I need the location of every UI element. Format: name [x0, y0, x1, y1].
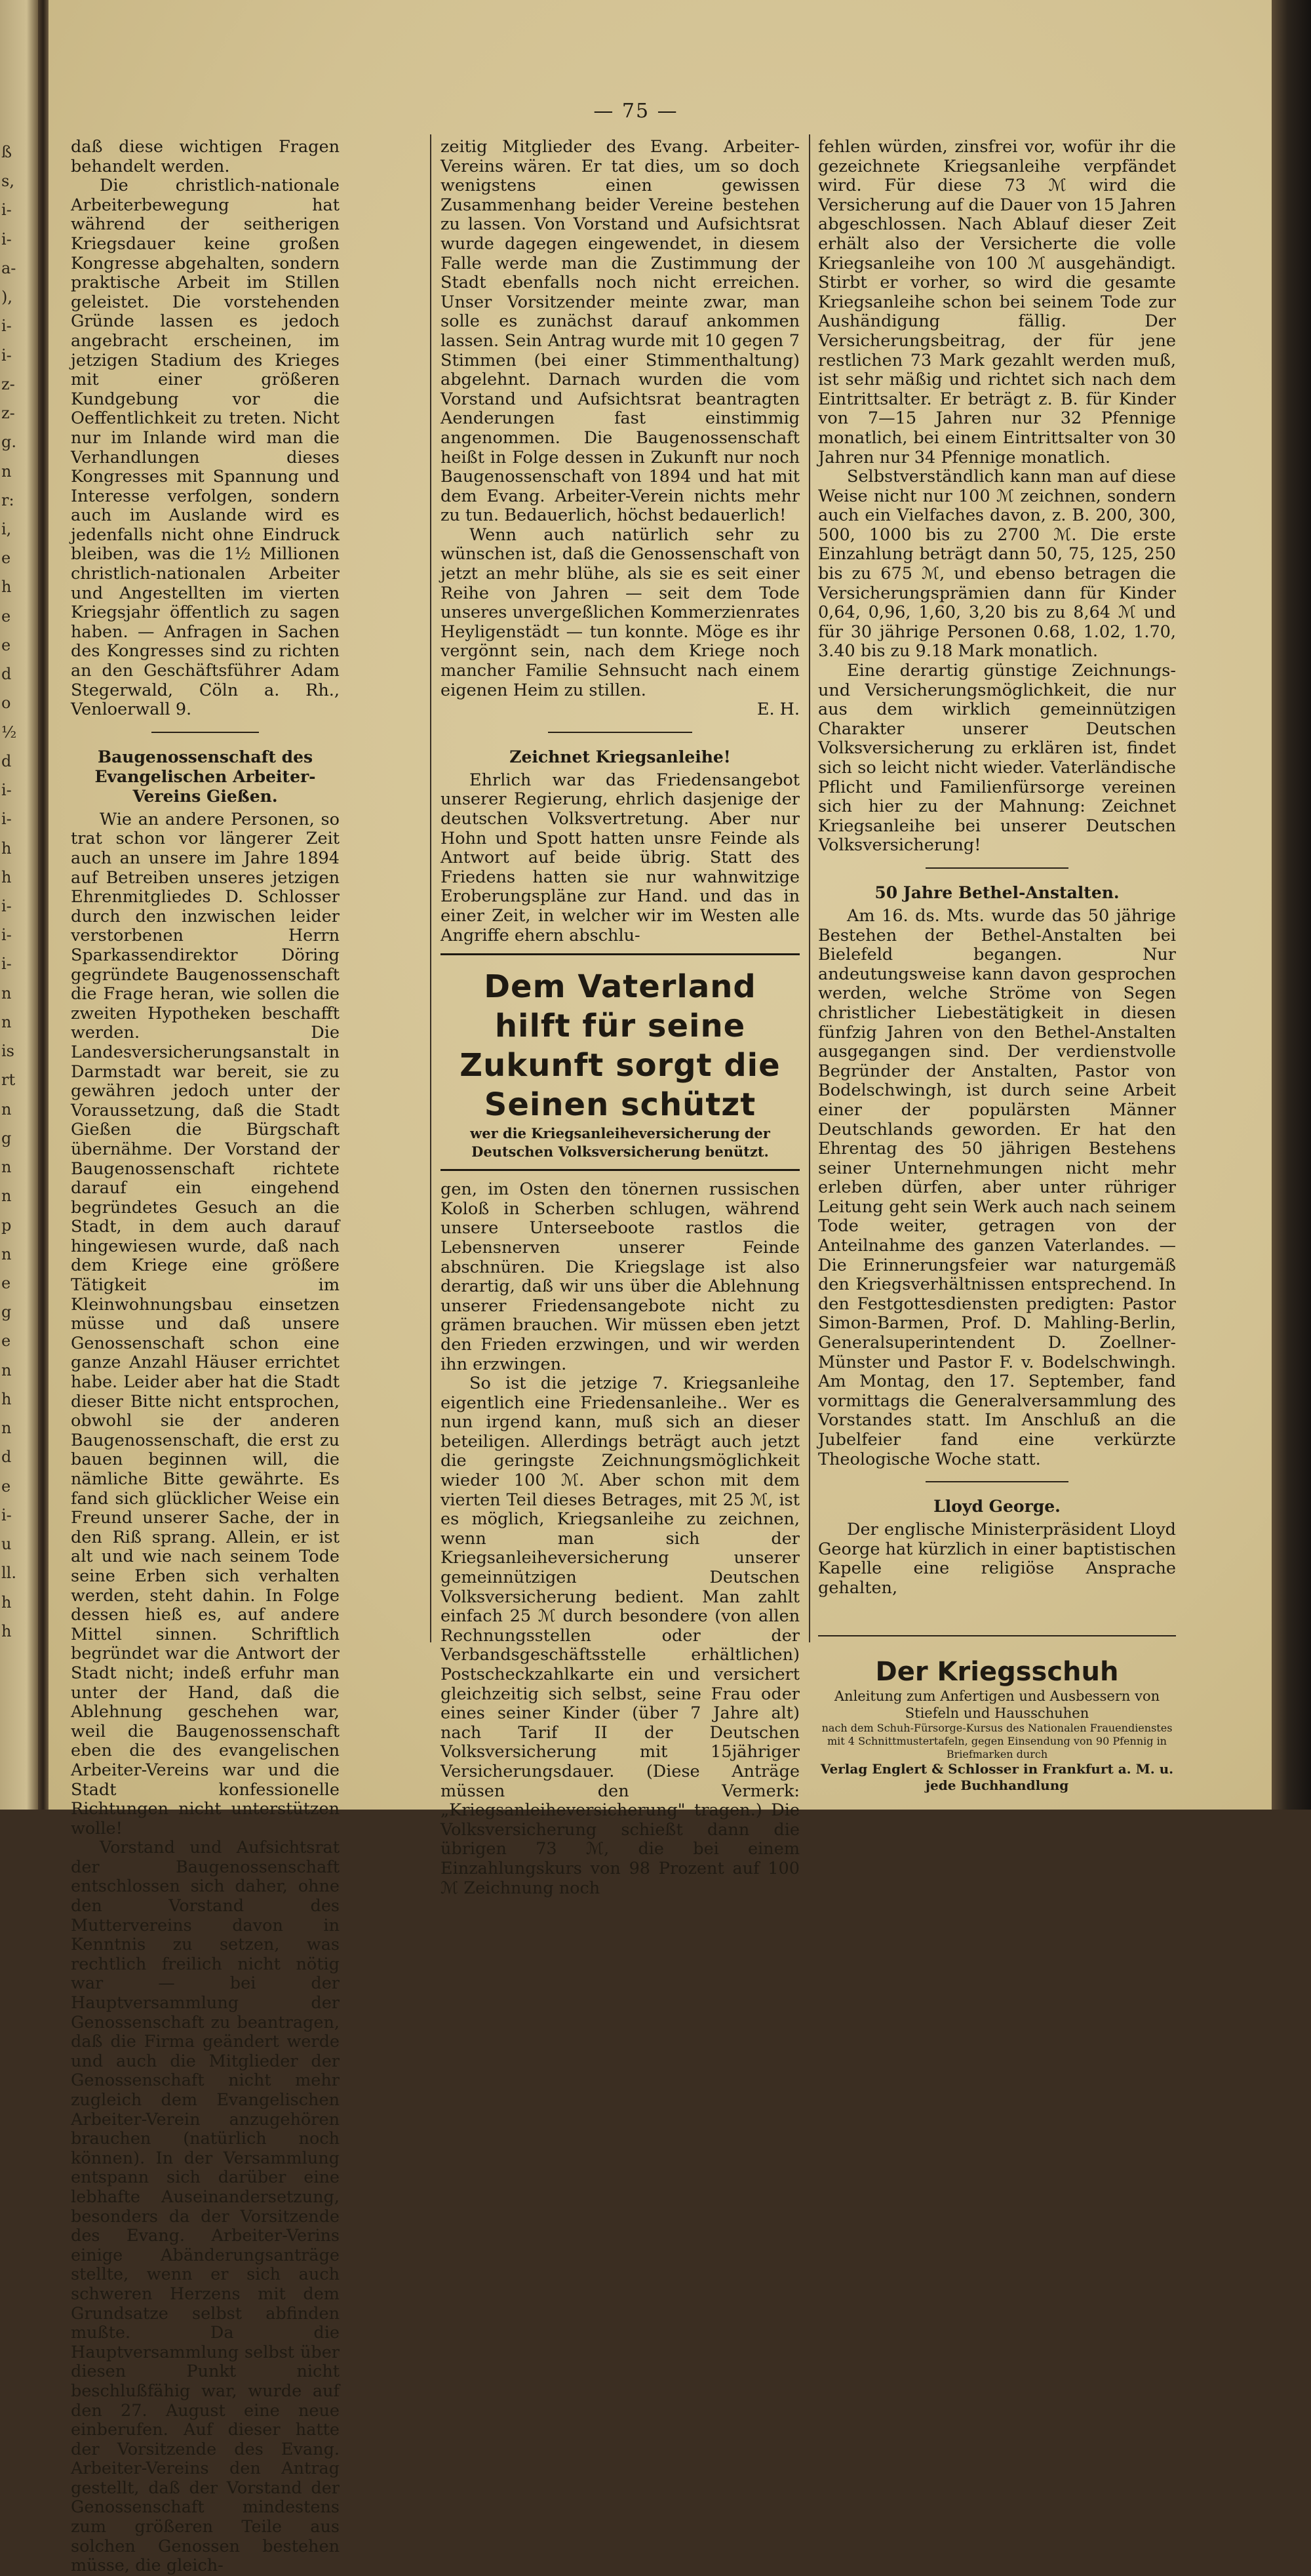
- left-page-fragment: n: [1, 1360, 12, 1379]
- left-page-fragment: i-: [1, 926, 12, 945]
- left-page-fragment: n: [1, 1012, 12, 1031]
- book-source: nach dem Schuh-Fürsorge-Kursus des Nationalen Frauendienstes: [821, 1721, 1173, 1734]
- column-3: [818, 138, 1176, 1794]
- paragraph: Eine derartig günstige Zeichnungs- und Versicherungsmöglichkeit, die nur aus dem wirklich gemeinnützigen Charakter unserer Deutschen Volksversicherung zu erklären ist, findet sich so leicht nicht wieder. Vaterländische Pflicht und Familienfürsorge vereinen sich hier zu der Mahnung: Zeichnet Kriegsanleihe bei unserer Deutschen Volksversicherung!: [818, 661, 1176, 856]
- book-publisher: Verlag Englert & Schlosser in Frankfurt a. M. u. jede Buchhandlung: [820, 1760, 1174, 1793]
- paragraph: Selbstverständlich kann man auf diese Weise nicht nur 100 ℳ zeichnen, sondern auch ein Vielfaches davon, z. B. 200, 300, 500, 1000 bis zu 2700 ℳ. Die erste Einzahlung beträgt dann 50, 75, 125, 250 bis zu 675 ℳ, und ebenso betragen die Versicherungsprämien dann für Kinder 0,64, 0,96, 1,60, 3,20 bis zu 8,64 ℳ und für 30 jährige Personen 0.68, 1.02, 1.70, 3.40 bis zu 9.18 Mark monatlich.: [818, 467, 1176, 662]
- left-page-fragment: n: [1, 1244, 12, 1263]
- left-page-fragment: n: [1, 1158, 12, 1177]
- left-page-fragment: i-: [1, 346, 12, 365]
- paragraph: So ist die jetzige 7. Kriegsanleihe eigentlich eine Friedensanleihe.. Wer es nun irgend kann, muß sich an dieser beteiligen. Allerdings beträgt auch jetzt die geringste Zeichnungsmöglichkeit wieder 100 ℳ. Aber schon mit dem vierten Teil dieses Betrages, mit 25 ℳ, ist es möglich, Kriegsanleihe zu zeichnen, wenn man sich der Kriegsanleiheversicherung unserer gemeinnützigen Deutschen Volksversicherung bedient. Man zahlt einfach 25 ℳ durch besondere (von allen Rechnungsstellen oder der Verbandsgeschäftsstelle erhältlichen) Postscheckzahlkarte ein und versichert gleichzeitig sich selbst, seine Frau oder eines seiner Kinder (über 7 Jahre alt) nach Tarif II der Deutschen Volksversicherung mit 15jähriger Versicherungsdauer. (Diese Anträge müssen den Vermerk: „Kriegsanleiheversicherung" tragen.) Die Volksversicherung schießt dann die übrigen 73 ℳ, die bei einem Einzahlungskurs von 98 Prozent auf 100 ℳ Zeichnung noch: [440, 1374, 800, 1898]
- paragraph: Wie an andere Personen, so trat schon vor längerer Zeit auch an unsere im Jahre 1894 auf Betreiben unseres jetzigen Ehrenmitgliedes D. Schlosser durch den inzwischen leider verstorbenen Herrn Sparkassendirektor Döring gegründete Baugenossenschaft die Frage heran, wie sollen die zweiten Hypotheken beschafft werden. Die Landesversicherungsanstalt in Darmstadt war bereit, sie zu gewähren jedoch unter der Voraussetzung, daß die Stadt Gießen die Bürgschaft übernähme. Der Vorstand der Baugenossenschaft richtete darauf ein eingehend begründetes Gesuch an die Stadt, in dem auch darauf hingewiesen wurde, daß nach dem Kriege eine größere Tätigkeit im Kleinwohnungsbau einsetzen müsse und daß unsere Genossenschaft schon eine ganze Anzahl Häuser errichtet habe. Leider aber hat die Stadt dieser Bitte nicht entsprochen, obwohl sie der anderen Baugenossenschaft, die erst zu bauen beginnen will, die nämliche Bitte gewährte. Es fand sich glücklicher Weise ein Freund unserer Sache, der in den Riß sprang. Allein, er ist alt und wie nach seinem Tode seine Erben sich verhalten werden, steht dahin. In Folge dessen hieß es, auf andere Mittel sinnen. Schriftlich begründet war die Antwort der Stadt nicht; indeß erfuhr man unter der Hand, daß die Ablehnung geschehen war, weil die Baugenossenschaft eben die des evangelischen Arbeiter-Vereins war und die Stadt konfessionelle Richtungen nicht unterstützen wolle!: [71, 809, 340, 1838]
- left-page-fragment: p: [1, 1216, 12, 1235]
- left-page-fragment: n: [1, 1187, 12, 1206]
- left-page-fragment: g: [1, 1128, 12, 1147]
- ad-headline: Dem Vaterland hilft für seine Zukunft sorgt die Seinen schützt: [460, 968, 781, 1124]
- left-page-fragment: is: [1, 1042, 14, 1061]
- book-title: Der Kriegsschuh: [875, 1656, 1119, 1687]
- left-page-fragment: i-: [1, 317, 12, 336]
- left-page-strip: [0, 0, 38, 1810]
- section-rule: [151, 732, 259, 733]
- column-2: [440, 138, 800, 1898]
- paragraph: Wenn auch natürlich sehr zu wünschen ist, daß die Genossenschaft von jetzt an mehr blühe, als sie es seit einer Reihe von Jahren — seit dem Tode unseres unvergeßlichen Kommerzienrates Heyligenstädt — tun konnte. Möge es ihr vergönnt sein, nach dem Kriege noch mancher Familie Sehnsucht nach einem eigenen Heim zu stillen.: [440, 525, 800, 700]
- left-page-fragment: r:: [1, 490, 14, 509]
- ad-subline: wer die Kriegsanleiheversicherung der Deutschen Volksversicherung benützt.: [470, 1125, 770, 1160]
- article-heading: Baugenossenschaft des Evangelischen Arbeiter-Vereins Gießen.: [94, 747, 316, 806]
- left-page-fragment: i,: [1, 520, 12, 538]
- book-binding: [1272, 0, 1311, 1810]
- book-gutter: [38, 0, 49, 1810]
- left-page-fragment: z-: [1, 404, 15, 423]
- left-page-fragment: h: [1, 1593, 12, 1612]
- left-page-fragment: h: [1, 1389, 12, 1408]
- left-page-fragment: z-: [1, 374, 15, 393]
- left-page-fragment: d: [1, 751, 12, 770]
- left-page-fragment: n: [1, 983, 12, 1002]
- paragraph: Ehrlich war das Friedensangebot unserer Regierung, ehrlich dasjenige der deutschen Volksvertretung. Aber nur Hohn und Spott hatten unsre Feinde als Antwort auf beide übrig. Statt des Friedens hatten sie nur wahnwitzige Eroberungspläne zur Hand. und das in einer Zeit, in welcher wir im Westen alle Angriffe ehern abschlu-: [440, 770, 800, 945]
- book-description: Anleitung zum Anfertigen und Ausbessern von Stiefeln und Hausschuhen: [834, 1688, 1160, 1721]
- left-page-fragment: g: [1, 1303, 12, 1322]
- left-page-fragment: rt: [1, 1071, 16, 1090]
- article-heading: 50 Jahre Bethel-Anstalten.: [874, 882, 1120, 902]
- article-heading: Lloyd George.: [933, 1497, 1061, 1516]
- left-page-fragment: s,: [1, 172, 14, 191]
- left-page-fragment: i-: [1, 955, 12, 974]
- paragraph: Der englische Ministerpräsident Lloyd George hat kürzlich in einer baptistischen Kapelle eine religiöse Ansprache gehalten,: [818, 1520, 1176, 1598]
- left-page-fragment: ß: [1, 143, 12, 161]
- paragraph: Vorstand und Aufsichtsrat der Baugenossenschaft entschlossen sich daher, ohne den Vorstand des Muttervereins davon in Kenntnis zu setzen, was rechtlich freilich nicht nötig war — bei der Hauptversammlung der Genossenschaft zu beantragen, daß die Firma geändert werde und auch die Mitglieder der Genossenschaft nicht mehr zugleich dem Evangelischen Arbeiter-Verein anzugehören brauchen (natürlich noch können). In der Versammlung entspann sich darüber eine lebhafte Auseinandersetzung, besonders da der Vorsitzende des Evang. Arbeiter-Verins einige Abänderungsanträge stellte, wenn er sich auch schweren Herzens mit dem Grundsatze selbst abfinden mußte. Da die Hauptversammlung selbst über diesen Punkt nicht beschlußfähig war, wurde auf den 27. August eine neue einberufen. Auf dieser hatte der Vorsitzende des Evang. Arbeiter-Vereins den Antrag gestellt, daß der Vorstand der Genossenschaft mindestens zum größeren Teile aus solchen Genossen bestehen müsse, die gleich-: [71, 1838, 340, 2576]
- left-page-fragment: i-: [1, 781, 12, 800]
- left-page-fragment: i-: [1, 201, 12, 220]
- war-bond-advertisement: [440, 953, 800, 1171]
- page-number: — 75 —: [593, 100, 678, 123]
- left-page-fragment: n: [1, 1419, 12, 1438]
- left-page-fragment: e: [1, 549, 11, 568]
- column-1: [71, 138, 340, 2576]
- section-rule: [548, 732, 692, 733]
- left-page-fragment: a-: [1, 258, 16, 277]
- left-page-fragment: h: [1, 839, 12, 858]
- left-page-fragment: ),: [1, 288, 12, 307]
- left-page-fragment: e: [1, 1332, 11, 1351]
- section-rule: [926, 867, 1068, 869]
- paragraph: fehlen würden, zinsfrei vor, wofür ihr die gezeichnete Kriegsanleihe verpfändet wird. Für diese 73 ℳ wird die Versicherung auf die Dauer von 15 Jahren abgeschlossen. Nach Ablauf dieser Zeit erhält also der Versicherte die volle Kriegsanleihe von 100 ℳ ausgehändigt. Stirbt er vorher, so wird die gesamte Kriegsanleihe schon bei seinem Tode zur Aushändigung fällig. Der Versicherungsbeitrag, der für jene restlichen 73 Mark gezahlt werden muß, ist sehr mäßig und richtet sich nach dem Eintrittsalter. Er beträgt z. B. für Kinder von 7—15 Jahren nur 32 Pfennige monatlich, bei einem Eintrittsalter von 30 Jahren nur 34 Pfennige monatlich.: [818, 137, 1176, 467]
- author-signature: E. H.: [756, 700, 800, 720]
- left-page-fragment: i-: [1, 810, 12, 829]
- left-page-fragment: e: [1, 635, 11, 654]
- left-page-fragment: d: [1, 1448, 12, 1467]
- section-rule: [926, 1481, 1068, 1482]
- left-page-fragment: o: [1, 694, 11, 713]
- article-heading: Zeichnet Kriegsanleihe!: [509, 747, 731, 766]
- left-page-fragment: e: [1, 606, 11, 625]
- left-page-fragment: i-: [1, 229, 12, 248]
- left-page-fragment: n: [1, 1100, 12, 1119]
- left-page-fragment: n: [1, 462, 12, 481]
- left-page-fragment: h: [1, 578, 12, 597]
- left-page-fragment: i-: [1, 1505, 12, 1524]
- column-divider-1: [430, 134, 431, 1642]
- left-page-fragment: i-: [1, 897, 12, 915]
- left-page-fragment: g.: [1, 433, 16, 452]
- left-page-fragment: u: [1, 1535, 12, 1554]
- paragraph: Die christlich-nationale Arbeiterbewegung hat während der seitherigen Kriegsdauer keine großen Kongresse abgehalten, sondern praktische Arbeit im Stillen geleistet. Die vorstehenden Gründe lassen es jedoch angebracht erscheinen, im jetzigen Stadium des Krieges mit einer größeren Kundgebung vor die Oeffentlichkeit zu treten. Nicht nur im Inlande wird man die Verhandlungen dieses Kongresses mit Spannung und Interesse verfolgen, sondern auch im Auslande wird es jedenfalls nicht ohne Eindruck bleiben, was die 1½ Millionen christlich-nationalen Arbeiter und Angestellten im vierten Kriegsjahr öffentlich zu sagen haben. — Anfragen in Sachen des Kongresses sind zu richten an den Geschäftsführer Adam Stegerwald, Cöln a. Rh., Venloerwall 9.: [71, 176, 340, 720]
- book-price: mit 4 Schnittmustertafeln, gegen Einsendung von 90 Pfennig in Briefmarken durch: [827, 1734, 1167, 1760]
- left-page-fragment: h: [1, 1621, 12, 1640]
- paragraph: zeitig Mitglieder des Evang. Arbeiter-Vereins wären. Er tat dies, um so doch wenigstens einen gewissen Zusammenhang beider Vereine bestehen zu lassen. Von Vorstand und Aufsichtsrat wurde dagegen eingewendet, in diesem Falle werde man die Zustimmung der Stadt ebenfalls noch nicht erreichen. Unser Vorsitzender meinte zwar, man solle es zunächst darauf ankommen lassen. Sein Antrag wurde mit 10 gegen 7 Stimmen (bei einer Stimmenthaltung) abgelehnt. Darnach wurden die vom Vorstand und Aufsichtsrat beantragten Aenderungen fast einstimmig angenommen. Die Baugenossenschaft heißt in Folge dessen in Zukunft nur noch Baugenossenschaft von 1894 und hat mit dem Evang. Arbeiter-Verein nichts mehr zu tun. Bedauerlich, höchst bedauerlich!: [440, 137, 800, 526]
- left-page-fragment: e: [1, 1274, 11, 1292]
- column-divider-2: [809, 134, 810, 1642]
- left-page-fragment: e: [1, 1476, 11, 1496]
- paragraph: daß diese wichtigen Fragen behandelt werden.: [71, 137, 340, 176]
- left-page-fragment: ll.: [1, 1564, 16, 1583]
- left-page-fragment: h: [1, 867, 12, 886]
- book-advertisement: [818, 1635, 1176, 1794]
- left-page-fragment: ½: [1, 723, 17, 742]
- paragraph: gen, im Osten den tönernen russischen Koloß in Scherben schlugen, während unsere Unterseeboote rastlos die Lebensnerven unserer Feinde abschnüren. Die Kriegslage ist also derartig, daß wir uns über die Ablehnung unserer Friedensangebote nicht zu grämen brauchen. Wir müssen eben jetzt den Frieden erzwingen, und wir werden ihn erzwingen.: [440, 1179, 800, 1374]
- paragraph: Am 16. ds. Mts. wurde das 50 jährige Bestehen der Bethel-Anstalten bei Bielefeld begangen. Nur andeutungsweise kann davon gesprochen werden, welche Ströme von Segen christlicher Liebestätigkeit in diesen fünfzig Jahren von den Bethel-Anstalten ausgegangen sind. Der verdienstvolle Begründer der Anstalten, Pastor von Bodelschwingh, ist durch seine Arbeit einer der populärsten Männer Deutschlands geworden. Er hat den Ehrentag des 50 jährigen Bestehens seiner Unternehmungen nicht mehr erleben dürfen, aber unter rühriger Leitung geht sein Werk auch nach seinem Tode weiter, getragen von der Anteilnahme des ganzen Vaterlandes. — Die Erinnerungsfeier war naturgemäß den Kriegsverhältnissen entsprechend. In den Festgottesdiensten predigten: Pastor Simon-Barmen, Prof. D. Mahling-Berlin, Generalsuperintendent D. Zoellner-Münster und Pastor F. v. Bodelschwingh. Am Montag, den 17. September, fand vormittags die Generalversammlung des Vorstandes statt. Im Anschluß an die Jubelfeier fand eine verkürzte Theologische Woche statt.: [818, 905, 1176, 1469]
- left-page-fragment: d: [1, 665, 12, 684]
